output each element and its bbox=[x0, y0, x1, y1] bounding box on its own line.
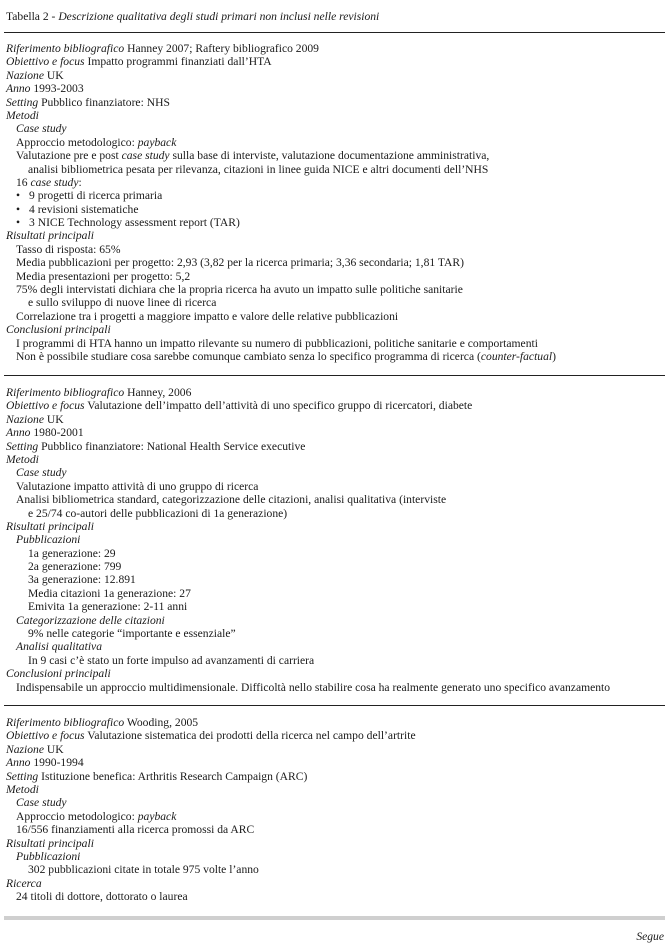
line-text: : bbox=[78, 175, 82, 189]
table-line bbox=[6, 627, 664, 640]
table-line bbox=[6, 176, 664, 189]
table-line bbox=[6, 440, 664, 453]
line-text: Tasso di risposta: 65% bbox=[16, 242, 121, 256]
table-line bbox=[6, 716, 664, 729]
table-line bbox=[6, 493, 664, 506]
table-line bbox=[6, 122, 664, 135]
caption-prefix: Tabella 2 - bbox=[6, 10, 59, 23]
italic-text: Ricerca bbox=[6, 876, 42, 890]
italic-text: Metodi bbox=[6, 782, 39, 796]
italic-text: Pubblicazioni bbox=[16, 533, 81, 547]
italic-text: Categorizzazione delle citazioni bbox=[16, 613, 165, 627]
italic-text: Setting bbox=[6, 769, 39, 783]
line-text: 2a generazione: 799 bbox=[28, 560, 122, 574]
bottom-shaded-rule bbox=[4, 916, 665, 920]
table-line bbox=[6, 136, 664, 149]
table-line bbox=[6, 337, 664, 350]
italic-text: Metodi bbox=[6, 452, 39, 466]
table-line bbox=[6, 229, 664, 242]
table-caption bbox=[6, 10, 379, 23]
line-text: sulla base di interviste, valutazione documentazione amministrativa, bbox=[169, 149, 490, 163]
bullet-icon: • bbox=[16, 189, 21, 203]
line-text: 3a generazione: 12.891 bbox=[28, 573, 136, 587]
italic-text: Obiettivo e focus bbox=[6, 399, 85, 413]
table-line bbox=[6, 109, 664, 122]
bullet-icon: • bbox=[16, 202, 21, 216]
table-line bbox=[6, 667, 664, 680]
italic-text: Risultati principali bbox=[6, 229, 94, 243]
line-text: Valutazione dell’impatto dell’attività di uno specifico gruppo di ricercatori, diabete bbox=[84, 399, 473, 413]
line-text: Media pubblicazioni per progetto: 2,93 (3,82 per la ricerca primaria; 3,36 secondaria; 1,81 TAR) bbox=[16, 256, 464, 270]
line-text: Hanney, 2006 bbox=[124, 386, 192, 399]
table-line bbox=[6, 453, 664, 466]
table-line bbox=[6, 614, 664, 627]
line-text: analisi bibliometrica pesata per rilevanza, citazioni in linee guida NICE e altri documenti dell’NHS bbox=[28, 162, 489, 176]
table-line bbox=[6, 243, 664, 256]
line-text: UK bbox=[44, 742, 64, 756]
line-text: Impatto programmi finanziati dall’HTA bbox=[84, 55, 272, 69]
table-line bbox=[6, 850, 664, 863]
line-text: e 25/74 co-autori delle pubblicazioni di 1a generazione) bbox=[28, 506, 288, 520]
line-text: 302 pubblicazioni citate in totale 975 volte l’anno bbox=[28, 863, 259, 877]
line-text: 4 revisioni sistematiche bbox=[29, 202, 139, 216]
line-text: In 9 casi c’è stato un forte impulso ad avanzamenti di carriera bbox=[28, 653, 315, 667]
line-text: 75% degli intervistati dichiara che la propria ricerca ha avuto un impatto sulle politiche sanitarie bbox=[16, 283, 463, 297]
italic-text: counter-factual bbox=[480, 349, 553, 363]
line-text: Valutazione impatto attività di uno gruppo di ricerca bbox=[16, 479, 259, 493]
table-line bbox=[6, 413, 664, 426]
table-line bbox=[6, 149, 664, 162]
line-text: UK bbox=[44, 68, 64, 82]
table-line bbox=[6, 560, 664, 573]
table-line bbox=[6, 743, 664, 756]
table-line bbox=[6, 256, 664, 269]
study-block-wooding-2005 bbox=[6, 716, 664, 903]
line-text: UK bbox=[44, 412, 64, 426]
table-line bbox=[6, 399, 664, 412]
line-text: Media citazioni 1a generazione: 27 bbox=[28, 586, 191, 600]
table-line bbox=[6, 163, 664, 176]
line-text: Correlazione tra i progetti a maggiore impatto e valore delle relative pubblicazioni bbox=[16, 309, 399, 323]
study-block-hanney-2007 bbox=[6, 42, 664, 363]
line-text: Analisi bibliometrica standard, categorizzazione delle citazioni, analisi qualitativa (interviste bbox=[16, 493, 447, 507]
italic-text: Obiettivo e focus bbox=[6, 55, 85, 69]
table-line bbox=[6, 189, 664, 202]
line-text: e sullo sviluppo di nuove linee di ricerca bbox=[28, 296, 217, 310]
table-line bbox=[6, 96, 664, 109]
table-line bbox=[6, 533, 664, 546]
line-text: Valutazione sistematica dei prodotti della ricerca nel campo dell’artrite bbox=[84, 729, 416, 743]
italic-text: case study bbox=[121, 149, 170, 163]
caption-title: Descrizione qualitativa degli studi primari non inclusi nelle revisioni bbox=[58, 10, 380, 23]
italic-text: Nazione bbox=[6, 68, 45, 82]
table-line bbox=[6, 810, 664, 823]
line-text: 1980-2001 bbox=[30, 426, 84, 440]
line-text: 3 NICE Technology assessment report (TAR) bbox=[29, 216, 240, 230]
line-text: 1993-2003 bbox=[30, 82, 84, 96]
italic-text: Case study bbox=[16, 122, 67, 136]
line-text: 16 bbox=[16, 175, 31, 189]
table-line bbox=[6, 796, 664, 809]
italic-text: Risultati principali bbox=[6, 519, 94, 533]
italic-text: Nazione bbox=[6, 412, 45, 426]
italic-text: Nazione bbox=[6, 742, 45, 756]
table-line bbox=[6, 520, 664, 533]
table-line bbox=[6, 681, 664, 694]
table-line bbox=[6, 310, 664, 323]
line-text: 9 progetti di ricerca primaria bbox=[29, 189, 163, 203]
study-block-hanney-2006 bbox=[6, 386, 664, 694]
table-line bbox=[6, 323, 664, 336]
table-line bbox=[6, 837, 664, 850]
italic-text: Riferimento bibliografico bbox=[6, 386, 125, 399]
table-line bbox=[6, 507, 664, 520]
line-text: Valutazione pre e post bbox=[16, 149, 122, 163]
line-text: 1a generazione: 29 bbox=[28, 546, 116, 560]
line-text: Approccio metodologico: bbox=[16, 135, 138, 149]
table-line bbox=[6, 466, 664, 479]
table-line bbox=[6, 863, 664, 876]
line-text: Media presentazioni per progetto: 5,2 bbox=[16, 269, 191, 283]
italic-text: Anno bbox=[6, 426, 31, 440]
separator-rule bbox=[4, 375, 665, 376]
table-line bbox=[6, 877, 664, 890]
line-text: Indispensabile un approccio multidimensionale. Difficoltà nello stabilire cosa ha realmente generato uno specifico avanzamento bbox=[16, 680, 611, 694]
bullet-icon: • bbox=[16, 216, 21, 230]
italic-text: case study bbox=[30, 175, 79, 189]
table-line bbox=[6, 587, 664, 600]
italic-text: Case study bbox=[16, 466, 67, 480]
table-line bbox=[6, 386, 664, 399]
table-line bbox=[6, 547, 664, 560]
table-line bbox=[6, 350, 664, 363]
italic-text: Analisi qualitativa bbox=[16, 640, 102, 654]
table-line bbox=[6, 890, 664, 903]
table-line bbox=[6, 82, 664, 95]
line-text: Pubblico finanziatore: National Health Service executive bbox=[38, 439, 306, 453]
italic-text: Anno bbox=[6, 82, 31, 96]
italic-text: Conclusioni principali bbox=[6, 667, 111, 681]
top-rule bbox=[4, 32, 665, 33]
line-text: 16/556 finanziamenti alla ricerca promossi da ARC bbox=[16, 823, 255, 837]
table-line bbox=[6, 216, 664, 229]
italic-text: Setting bbox=[6, 95, 39, 109]
table-line bbox=[6, 283, 664, 296]
table-line bbox=[6, 640, 664, 653]
italic-text: Riferimento bibliografico bbox=[6, 42, 125, 55]
italic-text: Metodi bbox=[6, 108, 39, 122]
table-line bbox=[6, 654, 664, 667]
line-text: 1990-1994 bbox=[30, 756, 84, 770]
italic-text: Risultati principali bbox=[6, 836, 94, 850]
table-line bbox=[6, 270, 664, 283]
continued-label: Segue bbox=[636, 930, 664, 943]
table-line bbox=[6, 823, 664, 836]
italic-text: Anno bbox=[6, 756, 31, 770]
line-text: Emivita 1a generazione: 2-11 anni bbox=[28, 600, 188, 614]
line-text: Hanney 2007; Raftery bibliografico 2009 bbox=[124, 42, 319, 55]
table-line bbox=[6, 729, 664, 742]
table-line bbox=[6, 573, 664, 586]
line-text: 9% nelle categorie “importante e essenziale” bbox=[28, 627, 236, 641]
italic-text: Obiettivo e focus bbox=[6, 729, 85, 743]
italic-text: Pubblicazioni bbox=[16, 849, 81, 863]
table-line bbox=[6, 770, 664, 783]
italic-text: payback bbox=[137, 135, 177, 149]
table-line bbox=[6, 42, 664, 55]
italic-text: Case study bbox=[16, 796, 67, 810]
line-text: I programmi di HTA hanno un impatto rilevante su numero di pubblicazioni, politiche sanitarie e comportamenti bbox=[16, 336, 538, 350]
table-line bbox=[6, 600, 664, 613]
line-text: Pubblico finanziatore: NHS bbox=[38, 95, 170, 109]
line-text: Istituzione benefica: Arthritis Research Campaign (ARC) bbox=[38, 769, 308, 783]
italic-text: payback bbox=[137, 809, 177, 823]
line-text: 24 titoli di dottore, dottorato o laurea bbox=[16, 890, 188, 904]
table-line bbox=[6, 296, 664, 309]
line-text: Non è possibile studiare cosa sarebbe comunque cambiato senza lo specifico programma di ricerca ( bbox=[16, 349, 481, 363]
italic-text: Conclusioni principali bbox=[6, 323, 111, 337]
table-line bbox=[6, 756, 664, 769]
table-line bbox=[6, 426, 664, 439]
italic-text: Riferimento bibliografico bbox=[6, 716, 125, 729]
line-text: Approccio metodologico: bbox=[16, 809, 138, 823]
table-line bbox=[6, 69, 664, 82]
table-line bbox=[6, 203, 664, 216]
table-line bbox=[6, 55, 664, 68]
line-text: Wooding, 2005 bbox=[124, 716, 199, 729]
table-line bbox=[6, 783, 664, 796]
separator-rule bbox=[4, 705, 665, 706]
italic-text: Setting bbox=[6, 439, 39, 453]
table-line bbox=[6, 480, 664, 493]
line-text: ) bbox=[552, 349, 556, 363]
